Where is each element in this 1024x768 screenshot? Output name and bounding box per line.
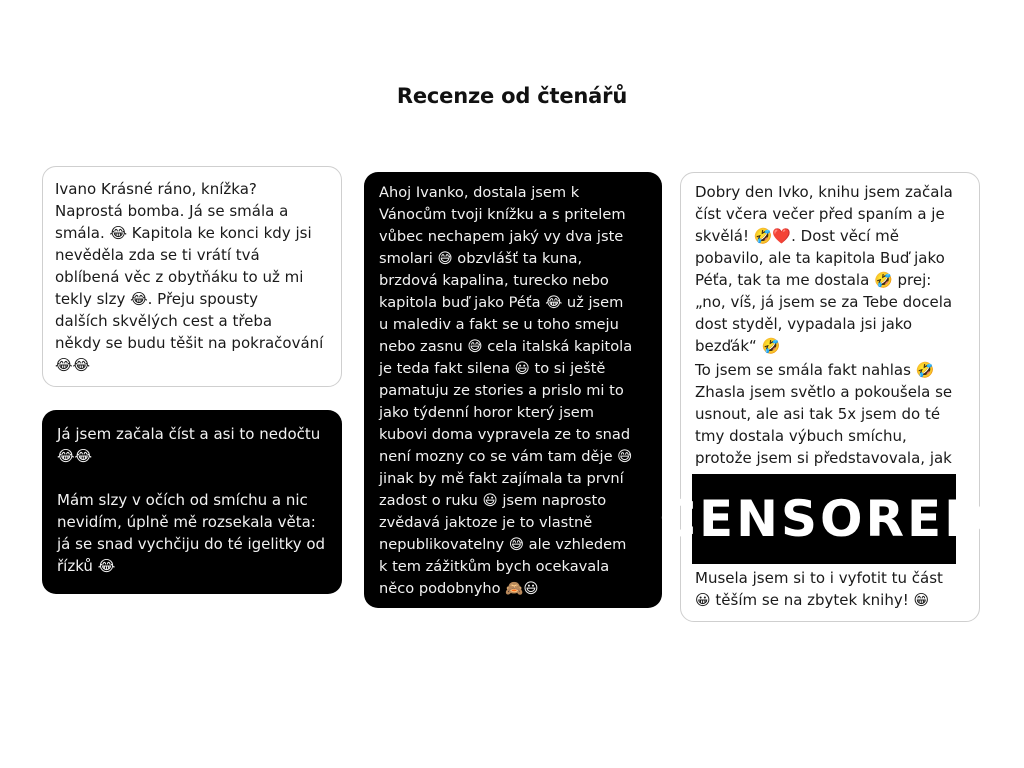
review-text: To jsem se smála fakt nahlas 🤣 Zhasla jsem světlo a pokoušela se usnout, ale asi tak 5x jsem do té tmy dostala výbuch smíchu, protože jsem si představovala, jak xyxy=(695,361,953,467)
review-text: Musela jsem si to i vyfotit tu část 😀 těším se na zbytek knihy! 😁 xyxy=(695,569,943,609)
review-card-3 xyxy=(364,172,662,608)
censored-label: CENSORED xyxy=(659,490,989,548)
review-text: Já jsem začala číst a asi to nedočtu 😂😂 xyxy=(57,425,321,465)
review-text: Ivano Krásné ráno, knížka? Naprostá bomba. Já se smála a smála. 😂 Kapitola ke konci kdy jsi nevěděla zda se ti vrátí tvá oblíbená věc z obytňáku to už mi tekly slzy 😂. Přeju spousty dalších skvělých cest a třeba někdy se budu těšit na pokračování 😂😂 xyxy=(55,180,324,374)
censored-banner xyxy=(659,474,989,564)
review-text: Ahoj Ivanko, dostala jsem k Vánocům tvoji knížku a s pritelem vůbec nechapem jaký vy dva jste smolari 😅 obzvlášť ta kuna, brzdová kapalina, turecko nebo kapitola buď jako Péťa 😂 už jsem u malediv a fakt se u toho smeju nebo zasnu 😅 cela italská kapitola je teda fakt silena 😃 to si ještě pamatuju ze stories a prislo mi to jako týdenní horor který jsem kubovi doma vypravela ze to snad není mozny co se vám tam děje 😅 jinak by mě fakt zajímala ta první zadost o ruku 😃 jsem naprosto zvědavá jaktoze je to vlastně nepublikovatelny 😅 ale vzhledem k tem zážitkům bych ocekavala něco podobnyho 🙈😃 xyxy=(379,184,633,597)
page-title: Recenze od čtenářů xyxy=(396,84,628,108)
review-card-1 xyxy=(42,166,342,387)
review-card-2 xyxy=(42,410,342,594)
spacer xyxy=(57,467,328,489)
review-text: Mám slzy v očích od smíchu a nic nevidím, úplně mě rozsekala věta: já se snad vychčiju do té igelitky od řízků 😂 xyxy=(57,491,326,575)
review-text: Dobry den Ivko, knihu jsem začala číst včera večer před spaním a je skvělá! 🤣❤️. Dost věcí mě pobavilo, ale ta kapitola Buď jako Péťa, tak ta me dostala 🤣 prej: „no, víš, já jsem se za Tebe docela dost styděl, vypadala jsi jako bezďák“ 🤣 xyxy=(695,183,953,355)
